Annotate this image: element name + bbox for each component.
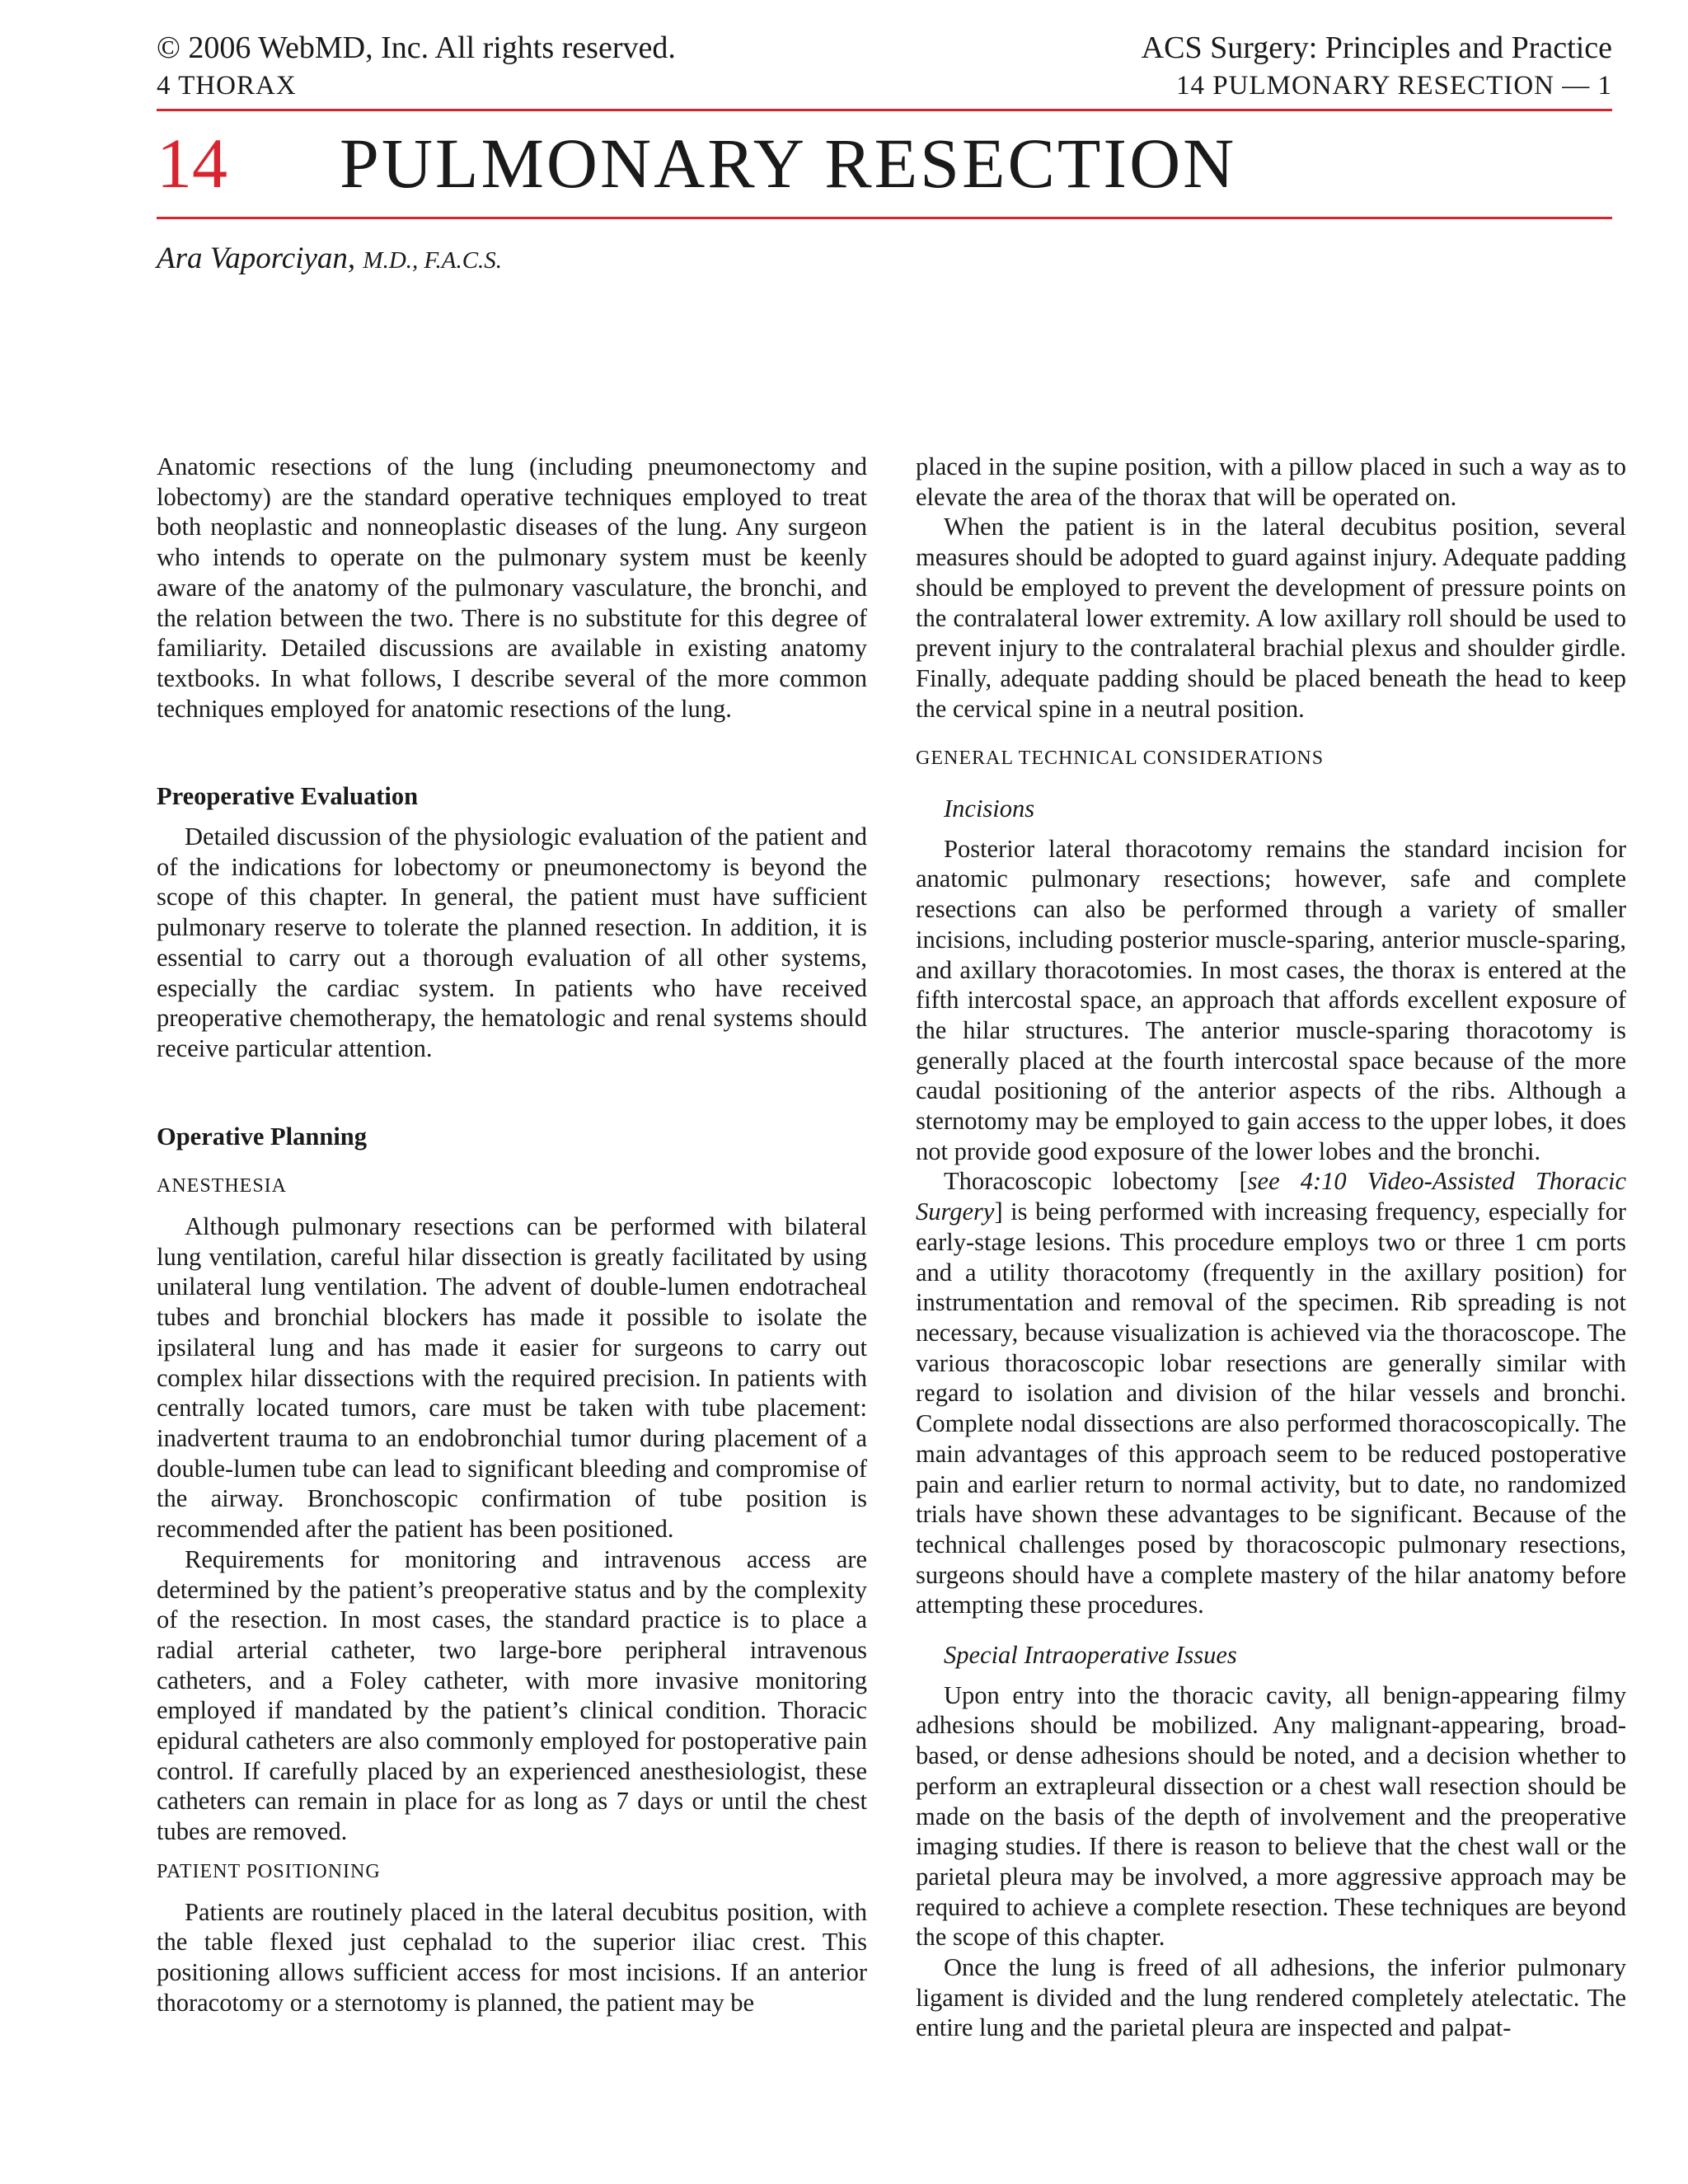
incisions-p2-rest: ] is being performed with increasing frequency, especially for early-stage lesions. This procedure employs two or three 1 cm ports and a utility thoracotomy (frequently in the axillary position) for instrumentation and removal of the specimen. Rib spreading is not necessary, because visualization is achieved via the thoracoscope. The various thoracoscopic lobar resections are generally similar with regard to isolation and division of the hilar vessels and bronchi. Complete nodal dissections are also performed thoracoscopically. The main advantages of this approach seem to be reduced postoperative pain and earlier return to normal activity, but to date, no randomized trials have shown these advantages to be significant. Because of the technical challenges posed by thoracoscopic pulmonary resections, surgeons should have a complete mastery of the hilar anatomy before attempting these procedures. (916, 1197, 1626, 1619)
intro-paragraph: Anatomic resections of the lung (including pneumonectomy and lobectomy) are the standard operative techniques employed to treat both neoplastic and nonneoplastic diseases of the lung. Any surgeon who intends to operate on the pulmonary system must be keenly aware of the anatomy of the pulmonary vasculature, the bronchi, and the relation between the two. There is no substitute for this degree of familiarity. Detailed discussions are available in existing anatomy textbooks. In what follows, I describe several of the more common techniques employed for anatomic resections of the lung. (157, 452, 867, 723)
positioning-continued: placed in the supine position, with a pillow placed in such a way as to elevate the area of the thorax that will be operated on. (916, 452, 1626, 511)
book-title: ACS Surgery: Principles and Practice (1141, 30, 1612, 65)
special-issues-paragraph-2: Once the lung is freed of all adhesions, the inferior pulmonary ligament is divided and the lung rendered completely atelectatic. The entire lung and the parietal pleura are inspected and palpat- (916, 1953, 1626, 2042)
anesthesia-paragraph-2: Requirements for monitoring and intravenous access are determined by the patient’s preoperative status and by the complexity of the resection. In most cases, the standard practice is to place a radial arterial catheter, two large-bore peripheral intravenous catheters, and a Foley catheter, with more invasive monitoring employed if mandated by the patient’s clinical condition. Thoracic epidural catheters are also commonly employed for postoperative pain control. If carefully placed by an experienced anesthesiologist, these catheters can remain in place for as long as 7 days or until the chest tubes are removed. (157, 1544, 867, 1846)
incisions-paragraph-2 (916, 1166, 1626, 1620)
incisions-paragraph-1: Posterior lateral thoracotomy remains the standard incision for anatomic pulmonary resections; however, safe and complete resections can also be performed through a variety of smaller incisions, including posterior muscle-sparing, anterior muscle-sparing, and axillary thoracotomies. In most cases, the thorax is entered at the fifth intercostal space, an approach that affords excellent exposure of the hilar structures. The anterior muscle-sparing thoracotomy is generally placed at the fourth intercostal space because of the more caudal positioning of the anterior aspects of the ribs. Although a sternotomy may be employed to gain access to the upper lobes, it does not provide good exposure of the lower lobes and the bronchi. (916, 834, 1626, 1165)
chapter-title: PULMONARY RESECTION (340, 124, 1237, 203)
author-degrees: M.D., F.A.C.S. (363, 247, 503, 274)
section-label: 4 THORAX (157, 71, 297, 101)
anesthesia-heading: ANESTHESIA (157, 1175, 287, 1197)
left-column (157, 452, 867, 2018)
incisions-p2-start: Thoracoscopic lobectomy [ (944, 1167, 1248, 1196)
positioning-paragraph-2: When the patient is in the lateral decubitus position, several measures should be adopted to guard against injury. Adequate padding should be employed to prevent the development of pressure points on the contralateral lower extremity. A low axillary roll should be used to prevent injury to the contralateral brachial plexus and shoulder girdle. Finally, adequate padding should be placed beneath the head to keep the cervical spine in a neutral position. (916, 513, 1626, 723)
special-issues-heading: Special Intraoperative Issues (944, 1641, 1237, 1670)
anesthesia-paragraph-1: Although pulmonary resections can be performed with bilateral lung ventilation, careful hilar dissection is greatly facilitated by using unilateral lung ventilation. The advent of double-lumen endotracheal tubes and bronchial blockers has made it possible to isolate the ipsilateral lung and has made it easier for surgeons to carry out complex hilar dissections with the required precision. In patients with centrally located tumors, care must be taken with tube placement: inadvertent trauma to an endobronchial tumor during placement of a double-lumen tube can lead to significant bleeding and compromise of the airway. Bronchoscopic confirmation of tube position is recommended after the patient has been positioned. (157, 1212, 867, 1544)
copyright-line: © 2006 WebMD, Inc. All rights reserved. (157, 30, 676, 65)
planning-heading: Operative Planning (157, 1122, 368, 1151)
author-name: Ara Vaporciyan, (157, 241, 356, 275)
special-issues-paragraph-1: Upon entry into the thoracic cavity, all benign-appearing filmy adhesions should be mobilized. Any malignant-appearing, broad-based, or dense adhesions should be noted, and a decision whether to perform an extrapleural dissection or a chest wall resection should be made on the basis of the depth of involvement and the preoperative imaging studies. If there is reason to believe that the chest wall or the parietal pleura may be involved, a more aggressive approach may be required to achieve a complete resection. These techniques are beyond the scope of this chapter. (916, 1680, 1626, 1952)
header-rule (157, 109, 1612, 111)
positioning-paragraph: Patients are routinely placed in the lateral decubitus position, with the table flexed just cephalad to the superior iliac crest. This positioning allows sufficient access for most incisions. If an anterior thoracotomy or a sternotomy is planned, the patient may be (157, 1897, 867, 2017)
cross-reference-link[interactable]: see 4:10 Video-Assisted Thoracic Surgery (916, 1167, 1626, 1226)
chapter-number: 14 (157, 124, 227, 203)
general-considerations-heading: GENERAL TECHNICAL CONSIDERATIONS (916, 748, 1325, 770)
header-right (1142, 29, 1612, 105)
author-line (157, 241, 502, 276)
title-rule (157, 217, 1612, 219)
preop-paragraph: Detailed discussion of the physiologic evaluation of the patient and of the indications for lobectomy or pneumonectomy is beyond the scope of this chapter. In general, the patient must have sufficient pulmonary reserve to tolerate the planned resection. In addition, it is essential to carry out a thorough evaluation of all other systems, especially the cardiac system. In patients who have received preoperative chemotherapy, the hematologic and renal systems should receive particular attention. (157, 823, 867, 1062)
preop-heading: Preoperative Evaluation (157, 782, 419, 811)
incisions-heading: Incisions (944, 794, 1035, 823)
right-column (916, 452, 1626, 2043)
positioning-heading: PATIENT POSITIONING (157, 1860, 381, 1882)
header-left (157, 29, 676, 105)
running-head: 14 PULMONARY RESECTION — 1 (1176, 71, 1612, 101)
